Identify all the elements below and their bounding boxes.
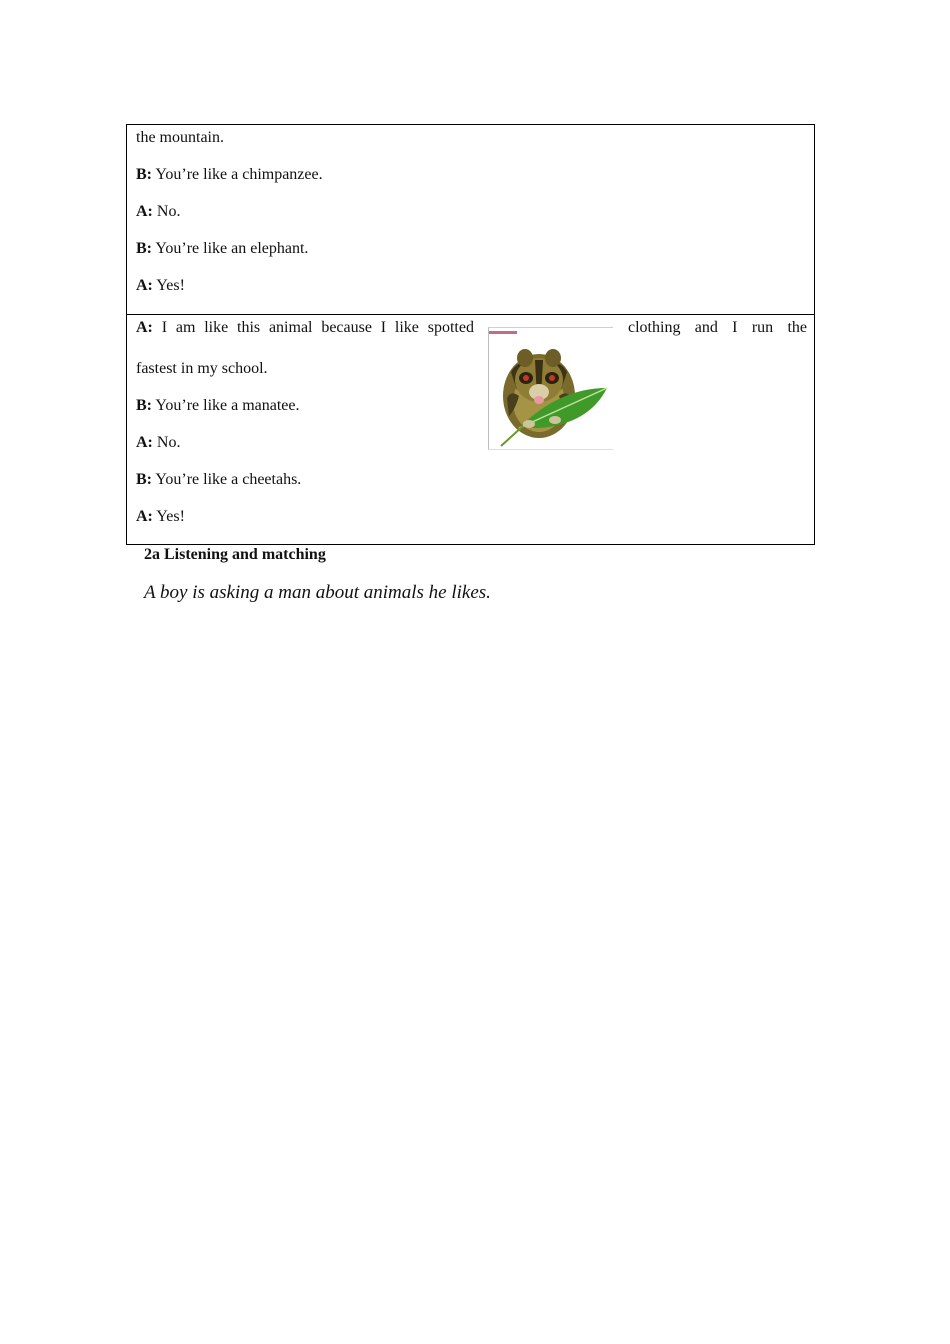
- continuation-line: the mountain.: [136, 129, 224, 146]
- dialogue-cell-1: [127, 125, 814, 315]
- speaker-label: A:: [136, 508, 153, 525]
- dialogue-line: [136, 276, 185, 296]
- word: run: [751, 319, 774, 336]
- word: clothing: [628, 319, 681, 336]
- speaker-label: A:: [136, 277, 153, 294]
- section-instruction: A boy is asking a man about animals he likes.: [144, 582, 491, 603]
- dialogue-line: [136, 239, 308, 259]
- speaker-label: B:: [136, 240, 152, 257]
- dialogue-table: [126, 124, 815, 545]
- word: the: [787, 319, 807, 336]
- speech-text: You’re like a chimpanzee.: [152, 166, 323, 183]
- speech-text: You’re like an elephant.: [152, 240, 309, 257]
- speech-text: Yes!: [152, 508, 185, 525]
- speaker-label: A:: [136, 434, 153, 451]
- section-heading: 2a Listening and matching: [144, 546, 326, 563]
- dialogue-cell-2: [127, 315, 814, 544]
- dialogue-line: [136, 202, 180, 222]
- possum-on-leaf-icon: [488, 327, 613, 450]
- word: spotted: [427, 319, 474, 336]
- word: and: [694, 319, 718, 336]
- continuation-line: fastest in my school.: [136, 360, 268, 377]
- word: animal: [268, 319, 313, 336]
- speech-text: You’re like a cheetahs.: [152, 471, 302, 488]
- word: like: [204, 319, 229, 336]
- speaker-label: A:: [136, 203, 153, 220]
- dialogue-line-left-part: [136, 318, 474, 338]
- word: am: [175, 319, 196, 336]
- speaker-label: B:: [136, 471, 152, 488]
- dialogue-line: [136, 433, 180, 453]
- word: I: [380, 319, 387, 336]
- dialogue-line: [136, 396, 300, 416]
- dialogue-line: [136, 165, 323, 185]
- speaker-label: A:: [136, 319, 153, 336]
- word: this: [237, 319, 261, 336]
- dialogue-line-right-part: [628, 318, 807, 338]
- word: I: [732, 319, 738, 336]
- word: because: [321, 319, 372, 336]
- speech-text: No.: [152, 203, 181, 220]
- possum-illustration: [489, 328, 613, 450]
- speech-text: Yes!: [152, 277, 185, 294]
- speech-text: You’re like a manatee.: [152, 397, 300, 414]
- word: I: [161, 319, 168, 336]
- word: like: [394, 319, 419, 336]
- speaker-label: B:: [136, 397, 152, 414]
- dialogue-line: [136, 470, 301, 490]
- speaker-label: B:: [136, 166, 152, 183]
- dialogue-line: [136, 507, 185, 527]
- speech-text: No.: [152, 434, 181, 451]
